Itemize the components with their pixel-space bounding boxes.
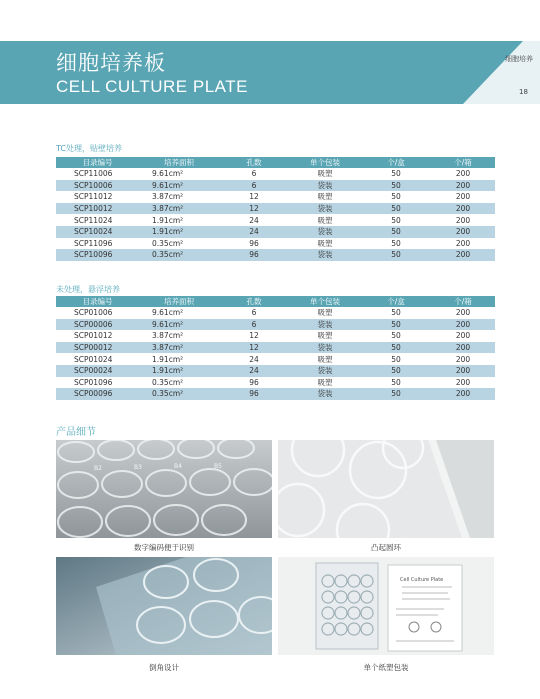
- table-cell: 96: [249, 377, 259, 387]
- table-cell: 0.35cm²: [152, 377, 184, 387]
- table-cell: 3.87cm²: [139, 342, 219, 354]
- table-cell: 50: [361, 365, 431, 377]
- table-cell: 50: [391, 354, 401, 364]
- table-row: [56, 238, 495, 250]
- package-label-title: Cell Culture Plate: [400, 577, 444, 583]
- tc-treated-table: [56, 157, 495, 261]
- table-cell: 1.91cm²: [152, 215, 184, 225]
- table-cell: 200: [455, 354, 471, 364]
- table-cell: SCP01096: [74, 377, 113, 387]
- table-row: [56, 388, 495, 400]
- table-cell: 50: [361, 249, 431, 261]
- caption-beveled-corner: 倒角设计: [149, 663, 179, 672]
- caption-package: 单个纸塑包装: [363, 663, 409, 672]
- column-header: 孔数: [219, 296, 289, 307]
- photo-raised-rings: [278, 440, 494, 538]
- column-header: 个/箱: [431, 157, 495, 168]
- table-cell: 袋装: [289, 249, 361, 261]
- table-cell: 吸塑: [317, 308, 333, 318]
- table-cell: 50: [361, 180, 431, 192]
- table-cell: SCP10024: [56, 226, 139, 238]
- table-cell: 袋装: [289, 342, 361, 354]
- caption-raised-rings: 凸起圆环: [371, 543, 401, 552]
- table-cell: 200: [455, 238, 471, 248]
- table-cell: 50: [391, 169, 401, 179]
- table-row: [56, 342, 495, 354]
- section1-title: TC处理，贴壁培养: [56, 144, 123, 153]
- table-cell: 1.91cm²: [139, 226, 219, 238]
- table-cell: 3.87cm²: [152, 192, 184, 202]
- table-cell: 200: [455, 331, 471, 341]
- table-cell: 袋装: [289, 180, 361, 192]
- table-cell: SCP00096: [56, 388, 139, 400]
- column-header: 单个包装: [289, 157, 361, 168]
- column-header: 培养面积: [139, 296, 219, 307]
- table-row: [56, 249, 495, 261]
- section-side-label: 细胞培养: [505, 55, 533, 63]
- table-cell: 200: [431, 203, 495, 215]
- column-header: 孔数: [219, 157, 289, 168]
- table-cell: 1.91cm²: [152, 354, 184, 364]
- table-cell: 200: [455, 192, 471, 202]
- banner-corner-accent: [463, 41, 540, 104]
- table-cell: 200: [455, 308, 471, 318]
- table-cell: 1.91cm²: [139, 365, 219, 377]
- table-cell: 50: [391, 238, 401, 248]
- table-row: [56, 353, 495, 365]
- column-header: 个/盒: [361, 296, 431, 307]
- column-header: 目录编号: [56, 296, 139, 307]
- table-cell: 50: [361, 203, 431, 215]
- table-cell: SCP11012: [74, 192, 113, 202]
- table-row: [56, 377, 495, 389]
- table-cell: SCP00024: [56, 365, 139, 377]
- table-cell: 袋装: [289, 388, 361, 400]
- table-cell: 9.61cm²: [139, 319, 219, 331]
- table-cell: 50: [391, 192, 401, 202]
- table-row: [56, 191, 495, 203]
- column-header: 培养面积: [139, 157, 219, 168]
- table-cell: 吸塑: [317, 377, 333, 387]
- table-cell: 0.35cm²: [152, 238, 184, 248]
- table-cell: 12: [249, 331, 259, 341]
- table-cell: 吸塑: [317, 169, 333, 179]
- table-cell: 12: [219, 342, 289, 354]
- table-row: [56, 365, 495, 377]
- table-cell: SCP01012: [74, 331, 113, 341]
- photo-numbered-wells: [56, 440, 272, 538]
- table-cell: SCP01006: [74, 308, 113, 318]
- table-row: [56, 168, 495, 180]
- table-cell: 200: [431, 319, 495, 331]
- table-cell: 96: [219, 388, 289, 400]
- page-number: 18: [519, 88, 528, 96]
- table-cell: 200: [455, 215, 471, 225]
- details-title: 产品细节: [56, 427, 96, 438]
- well-label: B3: [134, 464, 142, 471]
- table-cell: SCP11024: [74, 215, 113, 225]
- page-title-cn: 细胞培养板: [56, 51, 166, 75]
- table-cell: 50: [391, 215, 401, 225]
- untreated-table: [56, 296, 495, 400]
- table-header-row: [56, 157, 495, 168]
- table-cell: 吸塑: [317, 238, 333, 248]
- table-cell: 9.61cm²: [152, 169, 184, 179]
- well-label: B4: [174, 463, 182, 470]
- table-cell: 吸塑: [317, 215, 333, 225]
- table-cell: 50: [391, 331, 401, 341]
- table-cell: 6: [251, 169, 257, 179]
- table-cell: 9.61cm²: [152, 308, 184, 318]
- table-cell: SCP11096: [74, 238, 113, 248]
- table-cell: 200: [431, 180, 495, 192]
- table-cell: 50: [361, 342, 431, 354]
- table-cell: 9.61cm²: [139, 180, 219, 192]
- table-cell: 吸塑: [317, 331, 333, 341]
- well-label: B5: [214, 463, 222, 470]
- well-label: B2: [94, 465, 102, 472]
- table-cell: SCP00012: [56, 342, 139, 354]
- table-cell: 袋装: [289, 365, 361, 377]
- table-cell: 3.87cm²: [152, 331, 184, 341]
- table-cell: 200: [431, 365, 495, 377]
- table-row: [56, 226, 495, 238]
- table-cell: 24: [249, 215, 259, 225]
- table-cell: 24: [219, 365, 289, 377]
- table-cell: 50: [361, 388, 431, 400]
- table-row: [56, 307, 495, 319]
- table-cell: 0.35cm²: [139, 249, 219, 261]
- table-cell: 50: [361, 319, 431, 331]
- table-cell: 24: [219, 226, 289, 238]
- column-header: 个/盒: [361, 157, 431, 168]
- table-cell: 6: [251, 308, 257, 318]
- table-row: [56, 203, 495, 215]
- table-cell: SCP10096: [56, 249, 139, 261]
- table-cell: SCP11006: [74, 169, 113, 179]
- table-row: [56, 330, 495, 342]
- table-cell: 200: [455, 377, 471, 387]
- column-header: 目录编号: [56, 157, 139, 168]
- photo-package: [278, 557, 494, 655]
- table-cell: 6: [219, 319, 289, 331]
- table-cell: SCP10012: [56, 203, 139, 215]
- table-cell: 50: [361, 226, 431, 238]
- table-cell: 50: [391, 308, 401, 318]
- table-cell: 12: [249, 192, 259, 202]
- table-cell: 3.87cm²: [139, 203, 219, 215]
- table-cell: 袋装: [289, 203, 361, 215]
- table-cell: 200: [431, 226, 495, 238]
- photo-beveled-corner: [56, 557, 272, 655]
- table-row: [56, 214, 495, 226]
- table-cell: SCP10006: [56, 180, 139, 192]
- table-cell: SCP01024: [74, 354, 113, 364]
- table-cell: 吸塑: [317, 354, 333, 364]
- page-title-en: CELL CULTURE PLATE: [56, 77, 248, 96]
- caption-numbered-wells: 数字编码便于识别: [134, 543, 194, 552]
- table-cell: 6: [219, 180, 289, 192]
- table-cell: 24: [249, 354, 259, 364]
- column-header: 个/箱: [431, 296, 495, 307]
- header-banner: [0, 41, 540, 104]
- table-cell: 200: [431, 249, 495, 261]
- table-cell: 96: [219, 249, 289, 261]
- table-cell: 200: [455, 169, 471, 179]
- table-cell: 袋装: [289, 226, 361, 238]
- table-row: [56, 180, 495, 192]
- table-cell: 袋装: [289, 319, 361, 331]
- table-cell: 0.35cm²: [139, 388, 219, 400]
- table-row: [56, 319, 495, 331]
- table-header-row: [56, 296, 495, 307]
- table-cell: SCP00006: [56, 319, 139, 331]
- table-cell: 吸塑: [317, 192, 333, 202]
- column-header: 单个包装: [289, 296, 361, 307]
- table-cell: 50: [391, 377, 401, 387]
- table-cell: 96: [249, 238, 259, 248]
- table-cell: 200: [431, 388, 495, 400]
- table-cell: 200: [431, 342, 495, 354]
- table-cell: 12: [219, 203, 289, 215]
- section2-title: 未处理，悬浮培养: [56, 285, 120, 294]
